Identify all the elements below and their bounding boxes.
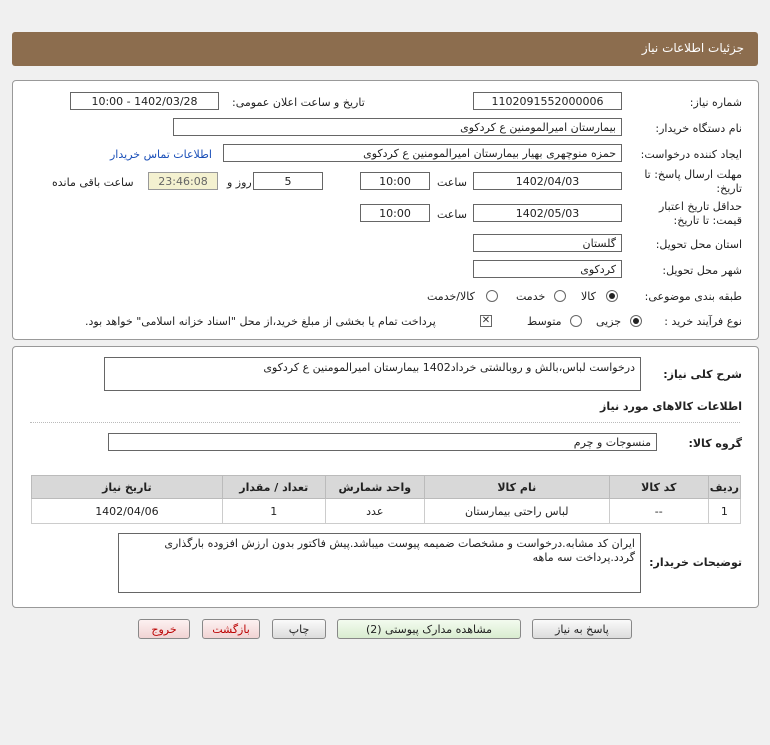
price-validity-date: 1402/05/03 — [473, 204, 622, 222]
buyer-contact-link[interactable]: اطلاعات تماس خریدار — [110, 148, 212, 161]
need-number-label: شماره نیاز: — [689, 96, 742, 109]
category-option-goods: کالا — [581, 290, 596, 303]
remaining-time-field: 23:46:08 — [148, 172, 218, 190]
table-row — [32, 499, 741, 524]
items-section-title: اطلاعات کالاهای مورد نیاز — [600, 400, 742, 413]
reply-time-label: ساعت — [437, 176, 467, 189]
items-table — [31, 475, 741, 524]
table-header-row — [32, 476, 741, 499]
process-radio-medium[interactable] — [570, 315, 582, 327]
category-label: طبقه بندی موضوعی: — [644, 290, 742, 303]
process-radio-minor[interactable] — [630, 315, 642, 327]
summary-label: شرح کلی نیاز: — [663, 368, 742, 381]
need-number-field: 1102091552000006 — [473, 92, 622, 110]
city-label: شهر محل تحویل: — [662, 264, 742, 277]
reply-deadline-label: مهلت ارسال پاسخ: تا — [644, 168, 742, 181]
announce-datetime-field: 1402/03/28 - 10:00 — [70, 92, 219, 110]
buyer-org-field: بیمارستان امیرالمومنین ع کردکوی — [173, 118, 622, 136]
col-header-item-name: نام کالا — [424, 476, 609, 499]
page-title: جزئیات اطلاعات نیاز — [641, 41, 744, 55]
province-field: گلستان — [473, 234, 622, 252]
reply-deadline-date: 1402/04/03 — [473, 172, 622, 190]
cell-quantity: 1 — [222, 499, 325, 524]
items-divider — [30, 422, 740, 423]
price-validity-time: 10:00 — [360, 204, 430, 222]
cell-row-number: 1 — [708, 499, 740, 524]
buyer-org-label: نام دستگاه خریدار: — [655, 122, 742, 135]
process-option-minor: جزیی — [596, 315, 622, 328]
cell-unit: عدد — [325, 499, 424, 524]
attachments-button[interactable]: مشاهده مدارک پیوستی (2) — [337, 619, 521, 639]
reply-deadline-label-2: تاریخ: — [716, 182, 742, 195]
reply-button[interactable]: پاسخ به نیاز — [532, 619, 632, 639]
page-header — [12, 32, 758, 66]
payment-note: پرداخت تمام یا بخشی از مبلغ خرید،از محل "اسناد خزانه اسلامی" خواهد بود. — [85, 315, 436, 328]
item-group-field: منسوجات و چرم — [108, 433, 657, 451]
category-option-service: خدمت — [516, 290, 546, 303]
col-header-quantity: تعداد / مقدار — [222, 476, 325, 499]
process-type-label: نوع فرآیند خرید : — [664, 315, 742, 328]
exit-button[interactable]: خروج — [138, 619, 190, 639]
process-option-medium: متوسط — [527, 315, 562, 328]
cell-need-date: 1402/04/06 — [32, 499, 223, 524]
summary-field: درخواست لباس،بالش و روبالشتی خرداد1402 بیمارستان امیرالمومنین ع کردکوی — [104, 357, 641, 391]
price-validity-label: حداقل تاریخ اعتبار — [658, 200, 742, 213]
remaining-label: ساعت باقی مانده — [52, 176, 134, 189]
col-header-item-code: کد کالا — [609, 476, 708, 499]
price-validity-label-2: قیمت: تا تاریخ: — [673, 214, 742, 227]
col-header-row-number: ردیف — [708, 476, 740, 499]
back-button[interactable]: بازگشت — [202, 619, 260, 639]
city-field: کردکوی — [473, 260, 622, 278]
print-button[interactable]: چاپ — [272, 619, 326, 639]
item-group-label: گروه کالا: — [688, 437, 742, 450]
payment-checkbox[interactable]: ✕ — [481, 315, 491, 326]
cell-item-code: -- — [609, 499, 708, 524]
reply-deadline-time: 10:00 — [360, 172, 430, 190]
col-header-unit: واحد شمارش — [325, 476, 424, 499]
col-header-need-date: تاریخ نیاز — [32, 476, 223, 499]
days-label: روز و — [227, 176, 252, 189]
requester-label: ایجاد کننده درخواست: — [640, 148, 742, 161]
cell-item-name: لباس راحتی بیمارستان — [424, 499, 609, 524]
buyer-notes-field: ایران کد مشابه.درخواست و مشخصات ضمیمه پیوست میباشد.پیش فاکتور بدون ارزش افزوده بارگذاری گردد.پرداخت سه ماهه — [118, 533, 641, 593]
category-option-both: کالا/خدمت — [427, 290, 475, 303]
buyer-notes-label: توضیحات خریدار: — [649, 556, 742, 569]
province-label: استان محل تحویل: — [655, 238, 742, 251]
requester-field: حمزه منوچهری بهیار بیمارستان امیرالمومنین ع کردکوی — [223, 144, 622, 162]
announce-datetime-label: تاریخ و ساعت اعلان عمومی: — [232, 96, 365, 109]
category-radio-service[interactable] — [554, 290, 566, 302]
reply-days-field: 5 — [253, 172, 323, 190]
validity-time-label: ساعت — [437, 208, 467, 221]
category-radio-both[interactable] — [486, 290, 498, 302]
category-radio-goods[interactable] — [606, 290, 618, 302]
